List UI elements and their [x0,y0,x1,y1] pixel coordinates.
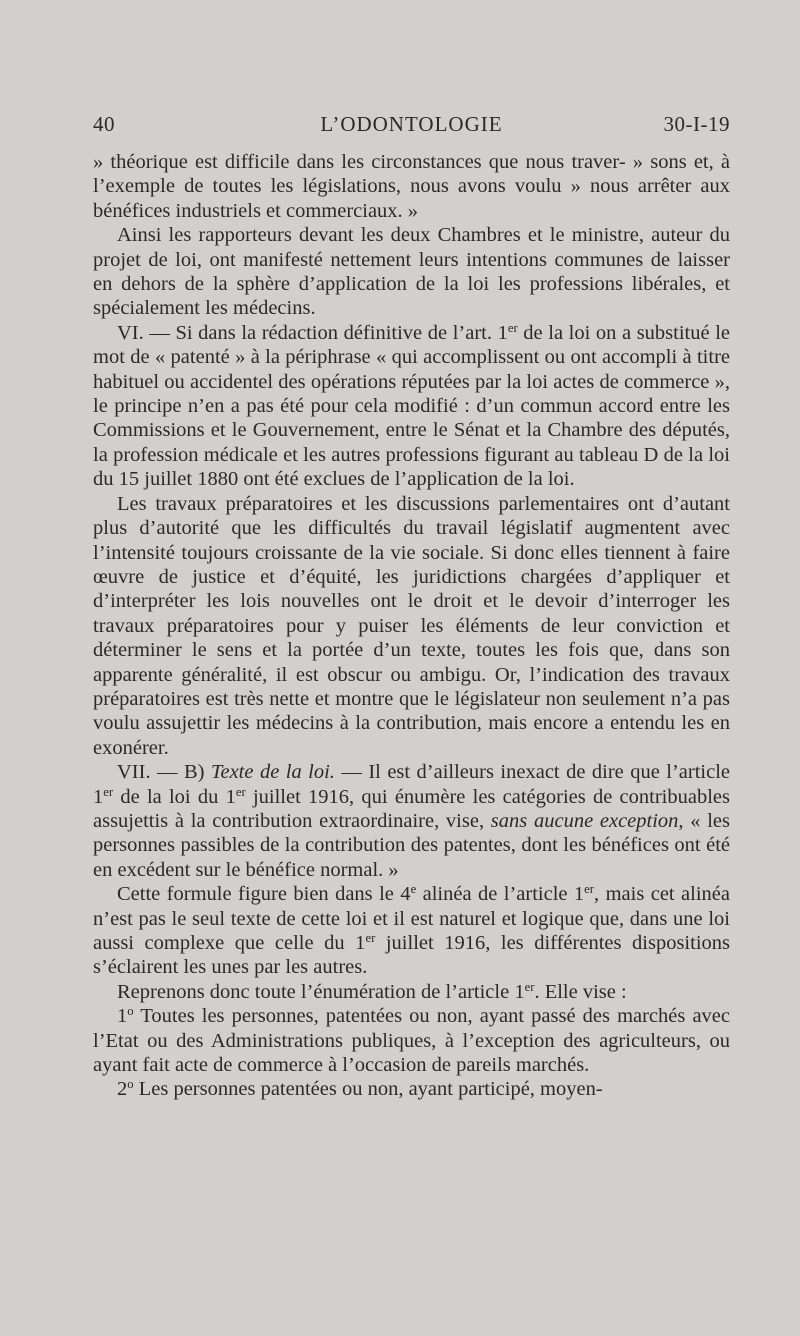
list-number: 2 [117,1078,128,1101]
superscript: e [410,882,417,897]
paragraph-section-vii [93,760,730,882]
superscript: er [584,882,595,897]
text-run: de la loi on a substitué le mot de « patenté » à la périphrase « qui accomplissent ou ont accompli à titre habituel ou accidentel des opérations réputées par la loi actes de commerce », le principe n’en a pas été pour cela modifié : d’un commun accord entre les Commissions et le Gouvernement, entre le Sénat et la Chambre des députés, la profession médicale et les autres professions figurant au tableau D de la loi du 15 juillet 1880 ont été exclues de l’application de la loi. [93,321,730,491]
text-run: , mais cet alinéa n’est pas le seul texte de cette loi et il est naturel et logique que, dans une loi aussi complexe que celle du 1 [93,883,730,954]
text-run: Les personnes patentées ou non, ayant participé, moyen- [133,1078,603,1101]
superscript: o [127,1077,134,1092]
issue-date: 30-I-19 [663,112,730,136]
text-run: juillet 1916, les différentes dispositions s’éclairent les unes par les autres. [93,932,730,979]
text-run: VII. — B) [117,761,211,784]
italic-phrase: sans aucune exception, [490,809,684,832]
paragraph-rapporteurs: Ainsi les rapporteurs devant les deux Chambres et le ministre, auteur du projet de loi, ont manifesté nettement leurs intentions communes de laisser en dehors de la sphère d’application de la loi les professions libérales, et spécialement les médecins. [93,224,730,320]
journal-title: L’ODONTOLOGIE [320,112,503,136]
list-item-1 [93,1004,730,1077]
paragraph-section-vi [93,321,730,492]
superscript: er [235,784,246,799]
text-run: juillet 1916, qui énumère les catégories de contribuables assujettis à la contribution extraordinaire, vise, [93,785,730,832]
italic-heading: Texte de la loi. [210,761,335,784]
text-run: Toutes les personnes, patentées ou non, ayant passé des marchés avec l’Etat ou des Administrations publiques, à l’exception des agriculteurs, ou ayant fait acte de commerce à l’occasion de pareils marchés. [93,1005,730,1077]
text-run: « les personnes passibles de la contribution des patentes, dont les bénéfices ont été en excédent sur le bénéfice normal. » [93,809,730,881]
list-number: 1 [117,1005,128,1028]
page-number: 40 [93,112,115,136]
paragraph-quote-end: » théorique est difficile dans les circonstances que nous traver- » sons et, à l’exemple de toutes les législations, nous avons voulu » nous arrêter aux bénéfices industriels et commerciaux. » [93,151,730,222]
text-run: — Il est d’ailleurs inexact de dire que l’article 1 [93,761,730,808]
text-run: Cette formule figure bien dans le 4 [117,883,411,906]
running-header [93,112,730,142]
paragraph-travaux-preparatoires: Les travaux préparatoires et les discussions parlementaires ont d’autant plus d’autorité que les difficultés du travail législatif augmentent avec l’intensité toujours croissante de la vie sociale. Si donc elles tiennent à faire œuvre de justice et d’équité, les juridictions chargées d’appliquer et d’interpréter les lois nouvelles ont le droit et le devoir d’interroger les travaux préparatoires pour y puiser les éléments de leur conviction et déterminer le sens et la portée d’un texte, toutes les fois que, dans son apparente généralité, il est obscur ou ambigu. Or, l’indication des travaux préparatoires est très nette et montre que le législateur non seulement n’a pas voulu assujettir les médecins à la contribution, mais encore a entendu les en exonérer. [93,492,730,759]
superscript: er [524,979,535,994]
text-run: VI. — Si dans la rédaction définitive de l’art. 1 [117,321,508,344]
text-run: de la loi du 1 [113,785,236,808]
superscript: er [365,931,376,946]
paragraph-formule [93,882,730,980]
paragraph-enumeration [93,980,730,1004]
superscript: er [507,320,518,335]
text-run: . Elle vise : [534,980,627,1003]
list-item-2 [93,1077,730,1101]
superscript: er [103,784,114,799]
text-run: Reprenons donc toute l’énumération de l’article 1 [117,980,525,1003]
superscript: o [127,1004,134,1019]
text-run: alinéa de l’article 1 [416,883,585,906]
body-text [93,150,730,1102]
